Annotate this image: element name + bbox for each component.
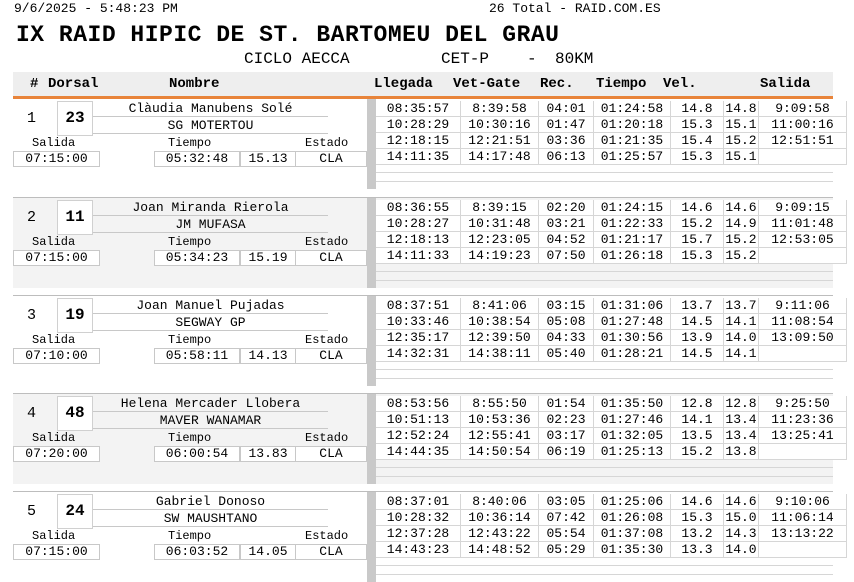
- rider-name: Clàudia Manubens Solé: [93, 101, 328, 117]
- leg-rec: 05:40: [539, 346, 594, 362]
- tiempo-label: Tiempo: [168, 235, 212, 249]
- leg-vel-avg: 15.2: [724, 133, 759, 149]
- total-time: 06:03:52: [154, 544, 240, 560]
- rider-name: Joan Miranda Rierola: [93, 200, 328, 216]
- leg-llegada: 08:36:55: [376, 200, 461, 216]
- tiempo-label: Tiempo: [168, 431, 212, 445]
- leg-vel: 13.2: [671, 526, 724, 542]
- col-dorsal: Dorsal: [48, 76, 99, 92]
- col-num: #: [30, 76, 39, 92]
- leg-llegada: 14:32:31: [376, 346, 461, 362]
- leg-vetgate: 14:17:48: [461, 149, 539, 165]
- leg-vetgate: 8:39:15: [461, 200, 539, 216]
- average-speed: 13.83: [240, 446, 296, 462]
- column-separator: [367, 492, 376, 582]
- leg-tiempo: 01:35:30: [594, 542, 671, 558]
- leg-tiempo: 01:22:33: [594, 216, 671, 232]
- col-salida: Salida: [760, 76, 811, 92]
- leg-salida: 13:25:41: [759, 428, 847, 444]
- column-separator: [367, 198, 376, 288]
- rider-position: 5: [27, 503, 37, 520]
- horse-name: SG MOTERTOU: [93, 118, 328, 134]
- leg-tiempo: 01:27:48: [594, 314, 671, 330]
- leg-rec: 02:23: [539, 412, 594, 428]
- leg-vetgate: 10:36:14: [461, 510, 539, 526]
- empty-row-line: [376, 181, 833, 182]
- start-time: 07:20:00: [13, 446, 100, 462]
- average-speed: 14.05: [240, 544, 296, 560]
- leg-salida: 9:10:06: [759, 494, 847, 510]
- rider-row: [13, 99, 833, 189]
- leg-vel-avg: 14.3: [724, 526, 759, 542]
- estado-label: Estado: [305, 431, 349, 445]
- leg-vel-avg: 12.8: [724, 396, 759, 412]
- leg-rec: 03:36: [539, 133, 594, 149]
- tiempo-label: Tiempo: [168, 333, 212, 347]
- leg-llegada: 12:35:17: [376, 330, 461, 346]
- start-time: 07:15:00: [13, 151, 100, 167]
- row-divider: [13, 197, 833, 198]
- leg-vel: 13.7: [671, 298, 724, 314]
- leg-salida: 11:01:48: [759, 216, 847, 232]
- col-vetgate: Vet-Gate: [453, 76, 521, 92]
- leg-salida: 9:09:58: [759, 101, 847, 117]
- leg-llegada: 14:11:33: [376, 248, 461, 264]
- leg-llegada: 12:18:13: [376, 232, 461, 248]
- row-divider: [13, 295, 833, 296]
- leg-salida: [759, 444, 847, 460]
- estado-label: Estado: [305, 235, 349, 249]
- total-time: 06:00:54: [154, 446, 240, 462]
- leg-salida: 9:09:15: [759, 200, 847, 216]
- leg-vetgate: 12:23:05: [461, 232, 539, 248]
- horse-name: SW MAUSHTANO: [93, 511, 328, 527]
- leg-tiempo: 01:21:17: [594, 232, 671, 248]
- leg-tiempo: 01:24:15: [594, 200, 671, 216]
- leg-rec: 03:05: [539, 494, 594, 510]
- estado-label: Estado: [305, 333, 349, 347]
- salida-label: Salida: [32, 529, 76, 543]
- status: CLA: [295, 151, 367, 167]
- tiempo-label: Tiempo: [168, 136, 212, 150]
- leg-vel-avg: 14.1: [724, 314, 759, 330]
- row-divider: [13, 393, 833, 394]
- leg-tiempo: 01:32:05: [594, 428, 671, 444]
- leg-salida: 11:00:16: [759, 117, 847, 133]
- leg-vel-avg: 14.8: [724, 101, 759, 117]
- start-time: 07:15:00: [13, 544, 100, 560]
- leg-salida: 9:25:50: [759, 396, 847, 412]
- col-llegada: Llegada: [374, 76, 433, 92]
- leg-vetgate: 10:30:16: [461, 117, 539, 133]
- total-count: 26 Total - RAID.COM.ES: [489, 1, 661, 16]
- leg-vetgate: 8:40:06: [461, 494, 539, 510]
- leg-vel-avg: 13.4: [724, 428, 759, 444]
- leg-vel-avg: 14.6: [724, 200, 759, 216]
- start-time: 07:15:00: [13, 250, 100, 266]
- rider-row: [13, 394, 833, 484]
- leg-vetgate: 14:50:54: [461, 444, 539, 460]
- leg-llegada: 12:52:24: [376, 428, 461, 444]
- empty-row-line: [376, 574, 833, 575]
- tiempo-label: Tiempo: [168, 529, 212, 543]
- report-datetime: 9/6/2025 - 5:48:23 PM: [14, 1, 178, 16]
- results-table-header: [13, 72, 833, 99]
- leg-vetgate: 14:19:23: [461, 248, 539, 264]
- col-rec: Rec.: [540, 76, 574, 92]
- rider-dorsal: 11: [57, 200, 93, 235]
- leg-rec: 01:47: [539, 117, 594, 133]
- average-speed: 15.13: [240, 151, 296, 167]
- rider-dorsal: 19: [57, 298, 93, 333]
- leg-vel: 15.2: [671, 216, 724, 232]
- leg-tiempo: 01:28:21: [594, 346, 671, 362]
- leg-tiempo: 01:21:35: [594, 133, 671, 149]
- total-time: 05:34:23: [154, 250, 240, 266]
- leg-rec: 07:42: [539, 510, 594, 526]
- leg-vel: 12.8: [671, 396, 724, 412]
- status: CLA: [295, 250, 367, 266]
- leg-llegada: 08:37:01: [376, 494, 461, 510]
- category-dash: -: [527, 50, 537, 68]
- leg-llegada: 14:43:23: [376, 542, 461, 558]
- horse-name: MAVER WANAMAR: [93, 413, 328, 429]
- leg-salida: 13:13:22: [759, 526, 847, 542]
- leg-vel: 15.3: [671, 149, 724, 165]
- leg-vel-avg: 14.9: [724, 216, 759, 232]
- leg-vel: 14.8: [671, 101, 724, 117]
- leg-salida: [759, 542, 847, 558]
- leg-salida: 12:51:51: [759, 133, 847, 149]
- empty-row-line: [376, 172, 833, 173]
- leg-vel-avg: 14.1: [724, 346, 759, 362]
- leg-tiempo: 01:26:18: [594, 248, 671, 264]
- leg-llegada: 10:28:32: [376, 510, 461, 526]
- leg-rec: 05:29: [539, 542, 594, 558]
- empty-row-line: [376, 378, 833, 379]
- empty-row-line: [376, 476, 833, 477]
- leg-vel-avg: 15.2: [724, 248, 759, 264]
- leg-rec: 03:17: [539, 428, 594, 444]
- leg-llegada: 10:28:27: [376, 216, 461, 232]
- leg-salida: 12:53:05: [759, 232, 847, 248]
- leg-vel-avg: 15.2: [724, 232, 759, 248]
- rider-dorsal: 23: [57, 101, 93, 136]
- leg-vel: 13.3: [671, 542, 724, 558]
- leg-vetgate: 12:39:50: [461, 330, 539, 346]
- leg-vel: 15.3: [671, 248, 724, 264]
- leg-tiempo: 01:35:50: [594, 396, 671, 412]
- leg-vel-avg: 15.1: [724, 117, 759, 133]
- empty-row-line: [376, 280, 833, 281]
- salida-label: Salida: [32, 235, 76, 249]
- leg-salida: [759, 149, 847, 165]
- leg-rec: 06:19: [539, 444, 594, 460]
- leg-llegada: 08:37:51: [376, 298, 461, 314]
- leg-vel-avg: 13.4: [724, 412, 759, 428]
- leg-vel: 13.9: [671, 330, 724, 346]
- rider-dorsal: 48: [57, 396, 93, 431]
- empty-row-line: [376, 271, 833, 272]
- leg-vel-avg: 14.6: [724, 494, 759, 510]
- leg-tiempo: 01:26:08: [594, 510, 671, 526]
- leg-tiempo: 01:37:08: [594, 526, 671, 542]
- leg-vel-avg: 14.0: [724, 542, 759, 558]
- empty-row-line: [376, 565, 833, 566]
- rider-row: [13, 296, 833, 386]
- status: CLA: [295, 544, 367, 560]
- distance: 80KM: [555, 50, 594, 68]
- status: CLA: [295, 446, 367, 462]
- rider-position: 1: [27, 110, 37, 127]
- leg-vel: 14.5: [671, 346, 724, 362]
- leg-vetgate: 12:21:51: [461, 133, 539, 149]
- leg-tiempo: 01:25:06: [594, 494, 671, 510]
- leg-vetgate: 14:38:11: [461, 346, 539, 362]
- rider-position: 4: [27, 405, 37, 422]
- leg-vel: 15.2: [671, 444, 724, 460]
- estado-label: Estado: [305, 136, 349, 150]
- leg-vel: 15.3: [671, 510, 724, 526]
- leg-rec: 04:52: [539, 232, 594, 248]
- leg-salida: 11:08:54: [759, 314, 847, 330]
- empty-row-line: [376, 467, 833, 468]
- leg-salida: 11:06:14: [759, 510, 847, 526]
- leg-rec: 03:15: [539, 298, 594, 314]
- leg-salida: [759, 346, 847, 362]
- leg-tiempo: 01:24:58: [594, 101, 671, 117]
- leg-rec: 04:01: [539, 101, 594, 117]
- leg-tiempo: 01:31:06: [594, 298, 671, 314]
- leg-vel-avg: 14.0: [724, 330, 759, 346]
- col-nombre: Nombre: [169, 76, 220, 92]
- leg-vel: 15.4: [671, 133, 724, 149]
- leg-vel: 15.3: [671, 117, 724, 133]
- leg-tiempo: 01:30:56: [594, 330, 671, 346]
- leg-vel: 14.1: [671, 412, 724, 428]
- estado-label: Estado: [305, 529, 349, 543]
- status: CLA: [295, 348, 367, 364]
- leg-vel: 13.5: [671, 428, 724, 444]
- leg-llegada: 10:28:29: [376, 117, 461, 133]
- leg-tiempo: 01:25:57: [594, 149, 671, 165]
- leg-vel-avg: 15.1: [724, 149, 759, 165]
- category-name: CET-P: [441, 50, 490, 68]
- leg-rec: 03:21: [539, 216, 594, 232]
- horse-name: SEGWAY GP: [93, 315, 328, 331]
- leg-salida: [759, 248, 847, 264]
- column-separator: [367, 394, 376, 484]
- leg-tiempo: 01:27:46: [594, 412, 671, 428]
- leg-vel: 15.7: [671, 232, 724, 248]
- leg-vetgate: 12:55:41: [461, 428, 539, 444]
- total-time: 05:58:11: [154, 348, 240, 364]
- leg-llegada: 14:11:35: [376, 149, 461, 165]
- leg-llegada: 08:53:56: [376, 396, 461, 412]
- leg-llegada: 12:37:28: [376, 526, 461, 542]
- col-vel: Vel.: [663, 76, 697, 92]
- leg-vel: 14.6: [671, 200, 724, 216]
- rider-position: 3: [27, 307, 37, 324]
- leg-vetgate: 8:41:06: [461, 298, 539, 314]
- leg-rec: 04:33: [539, 330, 594, 346]
- column-separator: [367, 296, 376, 386]
- salida-label: Salida: [32, 333, 76, 347]
- empty-row-line: [376, 369, 833, 370]
- leg-llegada: 10:33:46: [376, 314, 461, 330]
- leg-salida: 11:23:36: [759, 412, 847, 428]
- horse-name: JM MUFASA: [93, 217, 328, 233]
- start-time: 07:10:00: [13, 348, 100, 364]
- leg-vetgate: 8:39:58: [461, 101, 539, 117]
- leg-vel: 14.5: [671, 314, 724, 330]
- leg-vetgate: 8:55:50: [461, 396, 539, 412]
- leg-vetgate: 12:43:22: [461, 526, 539, 542]
- leg-rec: 02:20: [539, 200, 594, 216]
- row-divider: [13, 491, 833, 492]
- leg-rec: 05:08: [539, 314, 594, 330]
- col-tiempo: Tiempo: [596, 76, 647, 92]
- column-separator: [367, 99, 376, 189]
- rider-row: [13, 198, 833, 288]
- leg-vetgate: 10:53:36: [461, 412, 539, 428]
- average-speed: 15.19: [240, 250, 296, 266]
- leg-vel-avg: 15.0: [724, 510, 759, 526]
- leg-vetgate: 10:31:48: [461, 216, 539, 232]
- leg-rec: 01:54: [539, 396, 594, 412]
- leg-llegada: 14:44:35: [376, 444, 461, 460]
- rider-row: [13, 492, 833, 582]
- leg-vel: 14.6: [671, 494, 724, 510]
- leg-vel-avg: 13.8: [724, 444, 759, 460]
- salida-label: Salida: [32, 136, 76, 150]
- leg-llegada: 12:18:15: [376, 133, 461, 149]
- leg-tiempo: 01:20:18: [594, 117, 671, 133]
- average-speed: 14.13: [240, 348, 296, 364]
- leg-vel-avg: 13.7: [724, 298, 759, 314]
- rider-name: Gabriel Donoso: [93, 494, 328, 510]
- event-title: IX RAID HIPIC DE ST. BARTOMEU DEL GRAU: [16, 22, 560, 48]
- leg-vetgate: 10:38:54: [461, 314, 539, 330]
- leg-rec: 06:13: [539, 149, 594, 165]
- leg-vetgate: 14:48:52: [461, 542, 539, 558]
- leg-llegada: 10:51:13: [376, 412, 461, 428]
- rider-dorsal: 24: [57, 494, 93, 529]
- leg-rec: 05:54: [539, 526, 594, 542]
- rider-name: Helena Mercader Llobera: [93, 396, 328, 412]
- leg-tiempo: 01:25:13: [594, 444, 671, 460]
- leg-salida: 9:11:06: [759, 298, 847, 314]
- leg-salida: 13:09:50: [759, 330, 847, 346]
- leg-llegada: 08:35:57: [376, 101, 461, 117]
- leg-rec: 07:50: [539, 248, 594, 264]
- circuit-name: CICLO AECCA: [244, 50, 350, 68]
- rider-name: Joan Manuel Pujadas: [93, 298, 328, 314]
- rider-position: 2: [27, 209, 37, 226]
- salida-label: Salida: [32, 431, 76, 445]
- total-time: 05:32:48: [154, 151, 240, 167]
